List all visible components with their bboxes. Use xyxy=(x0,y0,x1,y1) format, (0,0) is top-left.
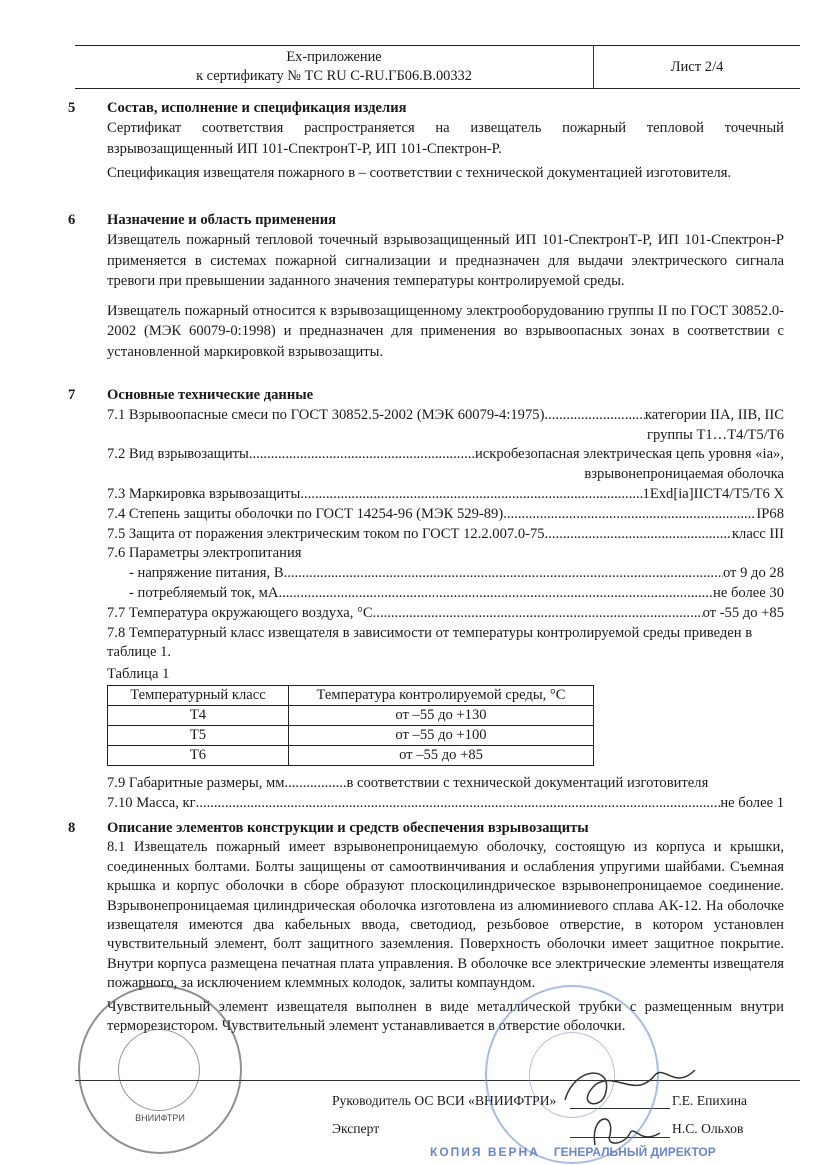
table-row: Т5 от –55 до +100 xyxy=(108,725,594,745)
spec-row: 7.2 Вид взрывозащиты ..... искробезопасная электрическая цепь уровня «ia», xyxy=(107,445,784,465)
spec-row: 7.10 Масса, кг ..... не более 1 xyxy=(107,794,784,814)
section-title: Состав, исполнение и спецификация изделия xyxy=(107,100,407,116)
spec-row: 7.1 Взрывоопасные смеси по ГОСТ 30852.5-2002 (МЭК 60079-4:1975) ..... категории IIA, IIB, IIC xyxy=(107,406,784,426)
spec-row: 7.9 Габаритные размеры, мм ..... в соответствии с технической документаций изготовителя xyxy=(107,774,784,794)
spec-row: - напряжение питания, В ..... от 9 до 28 xyxy=(107,564,784,584)
organization-seal-left: ВНИИФТРИ xyxy=(78,985,242,1154)
section-title: Описание элементов конструкции и средств обеспечения взрывозащиты xyxy=(107,820,589,836)
spec-row: 7.7 Температура окружающего воздуха, °С ..... от -55 до +85 xyxy=(107,604,784,624)
spec-row: 7.4 Степень защиты оболочки по ГОСТ 14254-96 (МЭК 529-89) ..... IP68 xyxy=(107,505,784,525)
header-title: Ex-приложение к сертификату № ТС RU C-RU.ГБ06.В.00332 xyxy=(75,46,594,88)
section-5: 5 Состав, исполнение и спецификация изделия Сертификат соответствия распространяется на извещатель пожарный тепловой точечный взрывозащищенный ИП 101-СпектронТ-Р, ИП 101-Спектрон-Р. Спецификация извещателя пожарного в – соответствии с технической документацией изготовителя. xyxy=(68,100,784,181)
section-title: Назначение и область применения xyxy=(107,212,337,228)
temperature-class-table: Температурный класс Температура контролируемой среды, °С Т4 от –55 до +130 Т5 от –55 до +100 Т6 от –55 до +85 xyxy=(107,685,594,766)
head-role: Руководитель ОС ВСИ «ВНИИФТРИ» xyxy=(332,1093,557,1108)
section-title: Основные технические данные xyxy=(107,387,314,403)
section-6: 6 Назначение и область применения Извещатель пожарный тепловой точечный взрывозащищенный ИП 101-СпектронТ-Р, ИП 101-Спектрон-Р применяется в системах пожарной сигнализации и предназначен для выдачи электрического сигнала тревоги при превышении заданного значения температуры контролируемой среды. Извещатель пожарный относится к взрывозащищенному электрооборудованию группы II по ГОСТ 30852.0-2002 (МЭК 60079-0:1998) и предназначен для применения во взрывоопасных зонах в соответствии с установленной маркировкой взрывозащиты. xyxy=(68,212,784,360)
table-row: Т6 от –55 до +85 xyxy=(108,745,594,765)
spec-row: 7.3 Маркировка взрывозащиты ..... 1Exd[ia]IICT4/T5/T6 X xyxy=(107,485,784,505)
section-7: 7 Основные технические данные 7.1 Взрывоопасные смеси по ГОСТ 30852.5-2002 (МЭК 60079-4:1975) ..... категории IIA, IIB, IIC группы Т1…Т4/Т5/Т6 7.2 Вид взрывозащиты ..... искробезопасная электрическая цепь уровня «ia», взрывонепроницаемая оболочка 7.3 Маркировка взрывозащиты ..... 1Exd[ia]IICT4/T5/T6 X 7.4 Степень защиты оболочки по ГОСТ 14254-96 (МЭК 529-89) ..... IP68 7.5 Защита от поражения электрическим током по ГОСТ 12.2.007.0-75 ..... класс III 7.6 Параметры электропитания - напряжение питания, В ..... от 9 до 28 - потребляемый ток, мА ..... не более 30 7.7 Температура окружающего воздуха, °С ..... от -55 до +85 7.8 Температурный класс извещателя в зависимости от температуры контролируемой среды приведен в таблице 1. Таблица 1 Температурный класс Температура контролируемой среды, °С Т4 от –55 до +130 Т5 от –55 до +100 Т6 от –55 до +85 7.9 Габаритные размеры, мм ..... в соответствии с технической документаций изготовителя 7.10 Масса, кг ..... не более 1 xyxy=(68,386,784,814)
spec-row: - потребляемый ток, мА ..... не более 30 xyxy=(107,584,784,604)
head-name: Г.Е. Епихина xyxy=(672,1093,748,1108)
expert-role: Эксперт xyxy=(332,1121,380,1136)
expert-name: Н.С. Ольхов xyxy=(672,1121,744,1136)
table-caption: Таблица 1 xyxy=(107,666,170,683)
section-8: 8 Описание элементов конструкции и средств обеспечения взрывозащиты 8.1 Извещатель пожарный имеет взрывонепроницаемую оболочку, состоящую из корпуса и крышки, соединенных болтами. Болты защищены от самоотвинчивания и ослабления упругими шайбами. Съемная крышка и корпус оболочки в сборе образуют плоскоцилиндрическое взрывонепроницаемое соединение. Взрывонепроницаемая цилиндрическая оболочка изготовлена из алюминиевого сплава АК-12. На оболочке извещателя имеются два кабельных ввода, светодиод, резьбовое отверстие, в котором установлен чувствительный элемент, болт защитного заземления. Поверхность оболочки имеет защитное покрытие. Внутри корпуса размещена печатная плата управления. В оболочке все электрические элементы извещателя пожарного, за исключением клеммных колодок, залиты компаундом. Чувствительный элемент извещателя выполнен в виде металлической трубки с размещенным внутри терморезистором. Чувствительный элемент устанавливается в отверстие оболочки. xyxy=(68,820,784,1034)
copy-certified-stamp: КОПИЯ ВЕРНА ГЕНЕРАЛЬНЫЙ ДИРЕКТОР xyxy=(430,1145,716,1159)
sheet-number: Лист 2/4 xyxy=(670,59,724,75)
table-row: Т4 от –55 до +130 xyxy=(108,705,594,725)
spec-row: 7.5 Защита от поражения электрическим током по ГОСТ 12.2.007.0-75 ..... класс III xyxy=(107,525,784,545)
signature-expert xyxy=(585,1105,665,1150)
header-table xyxy=(75,45,800,89)
